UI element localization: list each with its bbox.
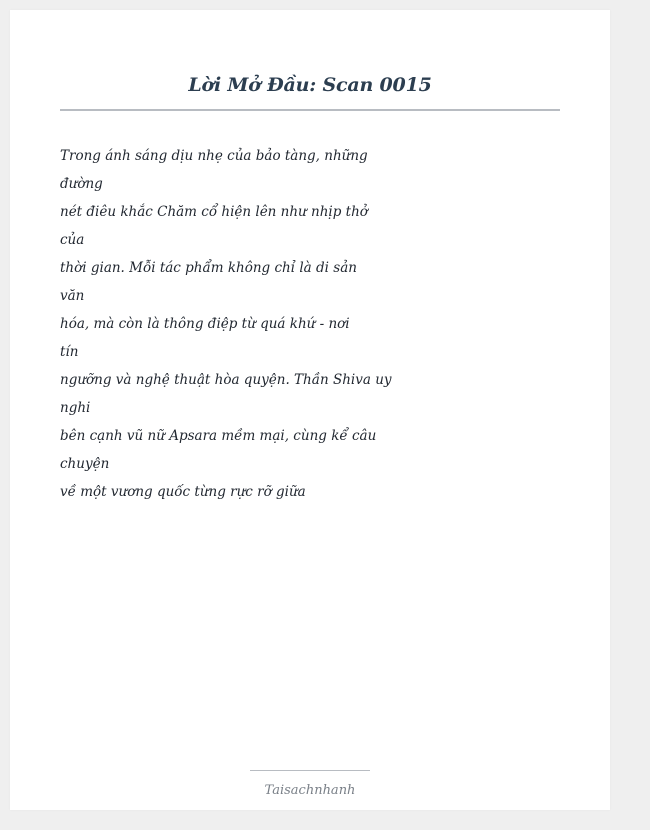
text-line: đường (60, 176, 103, 192)
title-divider (60, 109, 560, 111)
text-line: chuyện (60, 456, 110, 472)
text-line: ngưỡng và nghệ thuật hòa quyện. Thần Shiva uy (60, 372, 392, 388)
text-line: thời gian. Mỗi tác phẩm không chỉ là di sản (60, 260, 357, 276)
text-line: văn (60, 288, 85, 304)
text-line: Trong ánh sáng dịu nhẹ của bảo tàng, những (60, 148, 368, 164)
body-text (60, 142, 392, 506)
text-line: nét điêu khắc Chăm cổ hiện lên như nhịp thở (60, 204, 368, 220)
text-line: tín (60, 344, 79, 360)
text-line: của (60, 232, 85, 248)
text-line: nghi (60, 400, 91, 416)
footer-text: Taisachnhanh (264, 783, 356, 798)
text-line: hóa, mà còn là thông điệp từ quá khứ - nơi (60, 316, 350, 332)
text-line: về một vương quốc từng rực rỡ giữa (60, 484, 306, 500)
document-page (10, 10, 610, 810)
page-title: Lời Mở Đầu: Scan 0015 (188, 74, 432, 96)
footer-divider (250, 770, 370, 771)
text-line: bên cạnh vũ nữ Apsara mềm mại, cùng kể câu (60, 428, 377, 444)
